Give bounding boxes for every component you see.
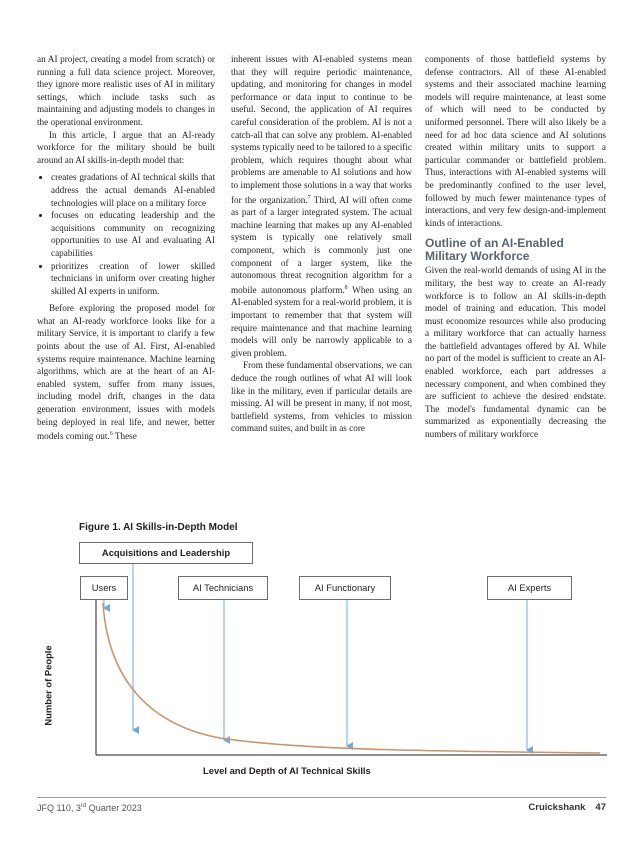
bullet-item: • prioritizes creation of lower skilled technicians in uniform over creating higher skilled AI experts in uniform. [51,260,215,298]
paragraph-text: Before exploring the proposed model for what an AI-ready workforce looks like for a military Service, it is important to clarify a few points about the use of AI. First, AI-enabled systems require maintenance. Machine learning algorithms, which are at the heart of an AI-enabled system, suffer from many issues, including model drift, changes in the data generation environment, issues with models being deployed in real life, and newer, better models coming out. [37,303,215,442]
population-curve [103,603,600,753]
paragraph-text: Third, AI will often come as part of a larger integrated system. The actual machine learning that makes up any AI-enabled system is typically one relatively small component, which is commonly just one component of a larger system, like the autonomous threat recognition algorithm for a mobile autonomous platform. [231,194,412,295]
ai-functionary-box: AI Functionary [299,576,391,600]
journal-sup: rd [80,803,87,809]
section-heading: Outline of an AI-Enabled Military Workforce [425,236,564,264]
bullet-item: • creates gradations of AI technical skills that address the actual demands AI-enabled technologies will place on a military force [51,171,215,209]
paragraph: From these fundamental observations, we can deduce the rough outlines of what AI will look like in the military, even if particular details are missing. AI will be present in many, if not most, battlefield systems, from vehicles to mission command suites, and built in as core [231,360,412,434]
x-axis-label: Level and Depth of AI Technical Skills [203,765,371,776]
footer-journal [37,803,142,813]
footer-author: Cruickshank [528,802,586,813]
ai-technicians-box: AI Technicians [178,576,268,600]
endnote-ref[interactable]: 6 [109,431,113,438]
paragraph: In this article, I argue that an AI-ready workforce for the military should be built around an AI skills-in-depth model that: [37,129,215,165]
paragraph: Given the real-world demands of using AI in the military, the best way to create an AI-ready workforce is to follow an AI skills-in-depth model of training and education. This model must economize resources while also producing a military workforce that can actually harness the battlefield advantages offered by AI. While no part of the model is sufficient to create an AI-enabled workforce, each part addresses a necessary component, and when combined they are sufficient to achieve the desired endstate. The model's fundamental dynamic can be summarized as exponentially decreasing the numbers of military workforce [425,265,606,440]
figure-title: Figure 1. AI Skills-in-Depth Model [79,522,238,533]
endnote-ref[interactable]: 7 [307,194,311,201]
paragraph: components of those battlefield systems by defense contractors. All of these AI-enabled systems and their associated machine learning models will require maintenance, at least some of which will need to be conducted by uniformed personnel. There will also likely be a need for ad hoc data science and AI solutions created within military units to support a particular commander or battlefield problem. Thus, interactions with AI-enabled systems will be predominantly confined to the user level, followed by much fewer maintenance types of interactions, and very few design-and-implement kinds of interactions. [425,54,606,228]
footer-author-page [528,802,606,813]
journal-quarter: Quarter 2023 [86,803,142,813]
paragraph-text-end: These [112,431,137,442]
paragraph-text: When using an AI-enabled system for a real-world problem, it is important to remember that that system will require maintenance and that machine learning models will only be narrowly applicable to a given problem. [231,284,412,358]
acquisitions-leadership-box: Acquisitions and Leadership [79,542,253,564]
bullet-item: • focuses on educating leadership and the acquisitions community on recognizing opportunities to use AI and evaluating AI capabilities [51,209,215,259]
ai-experts-box: AI Experts [487,576,572,600]
endnote-ref[interactable]: 8 [344,284,348,291]
journal-issue: JFQ 110, 3 [37,803,81,813]
y-axis-label: Number of People [42,645,54,726]
page-number: 47 [595,802,606,813]
footer-divider [37,797,606,798]
users-box: Users [80,576,128,600]
paragraph: an AI project, creating a model from scratch) or running a full data science project. Moreover, they ignore more realistic uses of AI in military settings, which include tasks such as maintaining and adjusting models to changes in the operational environment. [37,54,215,127]
paragraph-text: inherent issues with AI-enabled systems mean that they will require periodic maintenance, updating, and monitoring for changes in model performance or data input to continue to be useful. Second, the application of AI requires careful consideration of the problem. AI is not a catch-all that can solve any problem. AI-enabled systems typically need to be tailored to a specific problem, which requires thought about what problems are amenable to AI solutions and how to implement those solutions in a way that works for the organization. [231,54,412,205]
